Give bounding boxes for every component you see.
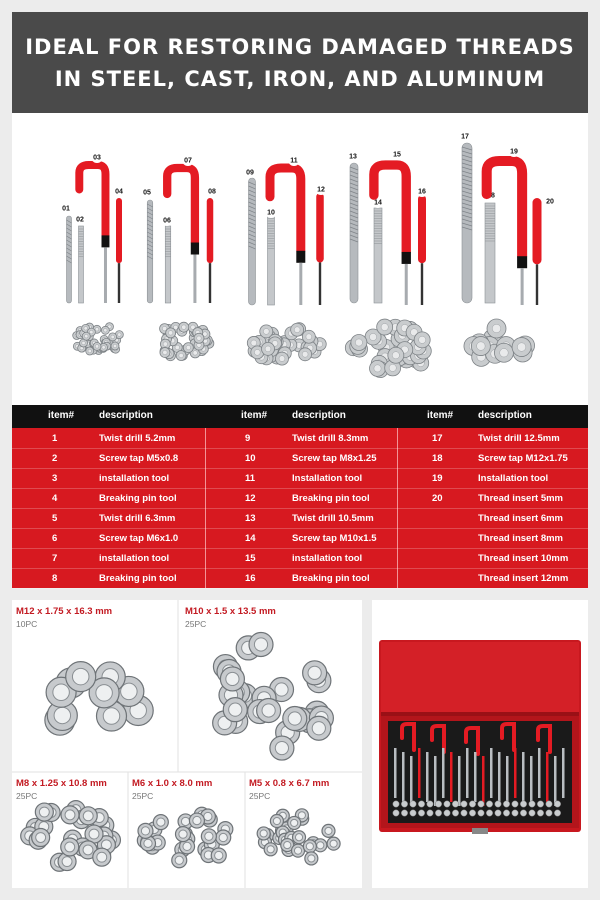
thread-insert-10mm-hole [419, 336, 426, 343]
insert-coil-m6-hole [204, 812, 212, 820]
tool-illustration [12, 113, 588, 405]
item-number: 14 [245, 533, 256, 544]
thread-insert-5mm-hole [104, 329, 108, 333]
thread-insert-12mm-hole [517, 343, 526, 352]
thread-insert-12mm-hole [492, 324, 501, 333]
tool-number: 05 [143, 189, 151, 197]
case-thread-insert [486, 801, 492, 807]
installation-tool-3-shaft [299, 263, 302, 305]
case-thread-insert [452, 801, 458, 807]
case-thread-insert [444, 810, 450, 816]
twist-drill-5-2 [67, 216, 72, 303]
thread-insert-5mm-hole [82, 341, 86, 345]
breaking-pin-1-grip [116, 198, 122, 263]
case-tool-rod [498, 752, 501, 802]
case-tool-rod [426, 752, 429, 802]
breaking-pin-2-pin [209, 263, 211, 303]
thread-insert-8mm-hole [302, 351, 308, 357]
insert-qty-m12: 10PC [16, 619, 38, 629]
tool-number: 03 [93, 154, 101, 162]
item-description: Installation tool [292, 473, 363, 484]
case-tool-rod [546, 752, 549, 802]
item-number: 13 [245, 513, 256, 524]
tool-number: 06 [163, 217, 171, 225]
item-description: Thread insert 10mm [478, 553, 569, 564]
item-description: Thread insert 8mm [478, 533, 563, 544]
twist-drill-12-5 [462, 143, 472, 303]
table-row [12, 568, 588, 589]
screw-tap-m10 [374, 208, 382, 303]
insert-qty-m5: 25PC [249, 791, 271, 801]
insert-coil-m6-hole [157, 818, 165, 826]
case-thread-insert [444, 801, 450, 807]
item-description: installation tool [99, 473, 170, 484]
insert-piles [12, 600, 362, 888]
item-number: 4 [52, 493, 58, 504]
item-description: Twist drill 12.5mm [478, 433, 560, 444]
thread-insert-6mm-hole [193, 351, 198, 356]
insert-coil-m6-hole [175, 856, 183, 864]
tool-number: 15 [393, 151, 401, 159]
installation-tool-1-collar [102, 235, 110, 247]
case-thread-insert [435, 801, 441, 807]
insert-coil-m6-hole [144, 839, 152, 847]
case-thread-insert [461, 801, 467, 807]
breaking-pin-5-pin [536, 264, 538, 305]
thread-insert-12mm-hole [477, 342, 486, 351]
insert-coil-m8-hole [83, 811, 93, 821]
case-thread-insert [546, 810, 552, 816]
tool-number: 20 [546, 198, 554, 206]
case-tool-rod [530, 756, 533, 806]
thread-insert-10mm-hole [369, 333, 376, 340]
item-description: Twist drill 8.3mm [292, 433, 369, 444]
case-thread-insert [418, 810, 424, 816]
thread-insert-panel [12, 600, 362, 888]
item-description: Twist drill 10.5mm [292, 513, 374, 524]
insert-coil-m5-hole [284, 841, 291, 848]
item-description: Twist drill 6.3mm [99, 513, 176, 524]
case-tool-rod [410, 756, 413, 806]
headline-banner [12, 12, 588, 113]
insert-coil-m5-hole [273, 817, 280, 824]
insert-coil-m5-hole [291, 819, 298, 826]
installation-tool-5-shaft [521, 268, 524, 305]
insert-coil-m8-hole [89, 829, 99, 839]
case-thread-insert [469, 810, 475, 816]
case-thread-insert [393, 810, 399, 816]
case-thread-insert [512, 801, 518, 807]
item-description: Breaking pin tool [99, 573, 177, 584]
insert-coil-m12-hole [53, 684, 70, 701]
insert-coil-m10-hole [308, 666, 321, 679]
item-number: 12 [245, 493, 256, 504]
screw-tap-m6 [165, 226, 171, 303]
thread-insert-8mm-hole [294, 327, 300, 333]
thread-insert-6mm-hole [197, 336, 202, 341]
item-number: 1 [52, 433, 58, 444]
breaking-pin-5-grip [533, 198, 542, 264]
insert-coil-m6-hole [179, 830, 187, 838]
case-thread-insert [461, 810, 467, 816]
tool-number: 04 [115, 188, 123, 196]
case-thread-insert [393, 801, 399, 807]
tool-number: 17 [461, 133, 469, 141]
screw-tap-m12 [485, 203, 495, 303]
item-number: 6 [52, 533, 58, 544]
installation-tool-3-collar [296, 251, 305, 263]
insert-coil-m12-hole [54, 707, 71, 724]
item-description: Installation tool [478, 473, 549, 484]
case-tool-rod [506, 756, 509, 806]
insert-coil-m5-hole [294, 847, 301, 854]
case-tool-rod [482, 756, 485, 806]
installation-tool-5-collar [517, 256, 527, 268]
header-item: item# [427, 410, 454, 421]
thread-insert-5mm-hole [90, 330, 94, 334]
item-number: 5 [52, 513, 58, 524]
item-description: Screw tap M5x0.8 [99, 453, 179, 464]
item-number: 10 [245, 453, 256, 464]
case-thread-insert [435, 810, 441, 816]
tool-number: 14 [374, 199, 382, 207]
installation-tool-2-shaft [193, 255, 196, 303]
breaking-pin-1-pin [118, 263, 120, 303]
case-thread-insert [478, 810, 484, 816]
tool-number: 10 [267, 209, 275, 217]
case-tool-rod [402, 752, 405, 802]
case-thread-insert [503, 810, 509, 816]
case-tool-rod [554, 756, 557, 806]
tool-number: 07 [184, 157, 192, 165]
tool-number: 13 [349, 153, 357, 161]
twist-drill-8-3 [249, 178, 256, 305]
installation-tool-2-collar [191, 243, 199, 255]
table-row [12, 488, 588, 509]
table-row [12, 448, 588, 469]
insert-coil-m5-hole [325, 827, 332, 834]
insert-coil-m12-hole [72, 668, 89, 685]
insert-coil-m5-hole [306, 843, 313, 850]
thread-insert-10mm-hole [389, 364, 396, 371]
insert-coil-m6-hole [181, 817, 189, 825]
thread-insert-10mm-hole [374, 365, 381, 372]
item-number: 18 [432, 453, 443, 464]
case-tool-rod [442, 748, 445, 798]
case-thread-insert [418, 801, 424, 807]
case-thread-insert [520, 810, 526, 816]
breaking-pin-4-grip [418, 195, 426, 263]
insert-coil-m12-hole [103, 708, 120, 725]
tool-number: 18 [487, 192, 495, 200]
item-number: 3 [52, 473, 58, 484]
breaking-pin-3-grip [316, 193, 324, 262]
tool-number: 16 [418, 188, 426, 196]
insert-coil-m10-hole [275, 683, 288, 696]
insert-size-m6: M6 x 1.0 x 8.0 mm [132, 778, 213, 789]
case-tool-rod [418, 748, 421, 798]
case-thread-insert [495, 801, 501, 807]
header-description: description [478, 410, 532, 421]
header-description: description [292, 410, 346, 421]
thread-insert-6mm-hole [186, 345, 191, 350]
thread-insert-6mm-hole [163, 350, 168, 355]
item-description: installation tool [99, 553, 170, 564]
tool-number: 11 [290, 157, 298, 165]
item-description: Thread insert 6mm [478, 513, 563, 524]
item-description: Screw tap M6x1.0 [99, 533, 179, 544]
thread-insert-5mm-hole [111, 335, 115, 339]
tool-number: 12 [317, 186, 325, 194]
insert-coil-m10-hole [275, 741, 288, 754]
header-description: description [99, 410, 153, 421]
item-number: 9 [245, 433, 251, 444]
insert-coil-m10-hole [312, 722, 325, 735]
case-thread-insert [427, 801, 433, 807]
installation-tool-4-collar [402, 252, 411, 264]
header-item: item# [241, 410, 268, 421]
table-row [12, 548, 588, 569]
case-thread-insert [529, 810, 535, 816]
table-row [12, 508, 588, 529]
case-tool-rod [538, 748, 541, 798]
tool-number: 01 [62, 205, 70, 213]
insert-coil-m8-hole [39, 807, 49, 817]
insert-size-m8: M8 x 1.25 x 10.8 mm [16, 778, 107, 789]
screw-tap-m8 [268, 213, 275, 305]
thread-insert-8mm-hole [254, 349, 260, 355]
item-number: 7 [52, 553, 58, 564]
insert-coil-m10-hole [288, 712, 301, 725]
headline-line-2: IN STEEL, CAST, IRON, AND ALUMINUM [54, 66, 546, 91]
thread-insert-5mm-hole [118, 333, 122, 337]
thread-insert-6mm-hole [179, 353, 184, 358]
case-tool-rod [466, 748, 469, 798]
twist-drill-10-5 [350, 163, 358, 303]
case-thread-insert [554, 801, 560, 807]
insert-coil-m10-hole [254, 638, 267, 651]
case-tool-rod [522, 752, 525, 802]
case-thread-insert [554, 810, 560, 816]
item-description: Thread insert 12mm [478, 573, 569, 584]
insert-coil-m12-hole [96, 685, 113, 702]
case-thread-insert [486, 810, 492, 816]
table-row [12, 428, 588, 449]
case-photo [372, 600, 588, 888]
item-number: 8 [52, 573, 58, 584]
header-item: item# [48, 410, 75, 421]
insert-coil-m5-hole [330, 840, 337, 847]
insert-qty-m6: 25PC [132, 791, 154, 801]
thread-insert-8mm-hole [265, 346, 271, 352]
thread-insert-8mm-hole [251, 340, 257, 346]
thread-insert-8mm-hole [306, 334, 312, 340]
case-thread-insert [529, 801, 535, 807]
thread-insert-5mm-hole [102, 346, 106, 350]
insert-coil-m10-hole [262, 704, 275, 717]
item-number: 20 [432, 493, 443, 504]
item-description: Screw tap M8x1.25 [292, 453, 377, 464]
thread-insert-6mm-hole [182, 325, 187, 330]
thread-insert-8mm-hole [279, 356, 285, 362]
item-number: 16 [245, 573, 256, 584]
case-thread-insert [512, 810, 518, 816]
insert-size-m5: M5 x 0.8 x 6.7 mm [249, 778, 330, 789]
item-number: 15 [245, 553, 256, 564]
item-number: 19 [432, 473, 443, 484]
insert-coil-m5-hole [260, 830, 267, 837]
case-thread-insert [410, 801, 416, 807]
thread-insert-5mm-hole [95, 327, 99, 331]
item-description: Breaking pin tool [292, 573, 370, 584]
case-tool-rod [514, 748, 517, 798]
thread-insert-6mm-hole [168, 331, 173, 336]
thread-insert-10mm-hole [381, 323, 388, 330]
installation-tool-1-handle [79, 165, 105, 235]
item-description: Breaking pin tool [99, 493, 177, 504]
tool-number: 19 [510, 148, 518, 156]
insert-size-m12: M12 x 1.75 x 16.3 mm [16, 606, 113, 617]
insert-coil-m6-hole [193, 816, 201, 824]
case-tool-rod [562, 748, 565, 798]
thread-insert-10mm-hole [392, 352, 399, 359]
insert-coil-m8-hole [97, 852, 107, 862]
thread-insert-12mm-hole [500, 348, 509, 357]
item-description: Screw tap M12x1.75 [478, 453, 568, 464]
thread-insert-5mm-hole [113, 344, 117, 348]
case-thread-insert [537, 810, 543, 816]
breaking-pin-2-grip [207, 198, 214, 263]
thread-insert-5mm-hole [88, 349, 92, 353]
case-thread-insert [469, 801, 475, 807]
breaking-pin-3-pin [319, 262, 321, 305]
item-description: Screw tap M10x1.5 [292, 533, 377, 544]
insert-coil-m8-hole [65, 810, 75, 820]
installation-tool-1-shaft [104, 247, 107, 303]
case-thread-insert [520, 801, 526, 807]
case-thread-insert [478, 801, 484, 807]
breaking-pin-4-pin [421, 263, 423, 305]
tool-number: 08 [208, 188, 216, 196]
thread-insert-6mm-hole [163, 342, 168, 347]
installation-tool-4-shaft [405, 264, 408, 305]
insert-coil-m8-hole [65, 842, 75, 852]
thread-insert-5mm-hole [84, 334, 88, 338]
insert-coil-m6-hole [205, 832, 213, 840]
parts-table [12, 405, 588, 588]
table-row [12, 528, 588, 549]
case-tool-rod [450, 752, 453, 802]
case-thread-insert [503, 801, 509, 807]
thread-insert-10mm-hole [355, 339, 362, 346]
case-tool-rod [458, 756, 461, 806]
item-number: 2 [52, 453, 58, 464]
case-thread-insert [401, 810, 407, 816]
case-tool-rod [434, 756, 437, 806]
insert-coil-m6-hole [141, 827, 149, 835]
tool-number: 09 [246, 169, 254, 177]
thread-insert-8mm-hole [263, 328, 269, 334]
insert-coil-m10-hole [229, 703, 242, 716]
insert-coil-m5-hole [267, 846, 274, 853]
storage-case-illustration [372, 600, 588, 888]
case-thread-insert [410, 810, 416, 816]
item-number: 17 [432, 433, 443, 444]
insert-coil-m10-hole [226, 672, 239, 685]
tool-number: 02 [76, 216, 84, 224]
insert-coil-m5-hole [295, 834, 302, 841]
headline-line-1: IDEAL FOR RESTORING DAMAGED THREADS [25, 34, 575, 59]
insert-coil-m6-hole [215, 851, 223, 859]
thread-insert-5mm-hole [84, 327, 88, 331]
case-thread-insert [537, 801, 543, 807]
case-thread-insert [452, 810, 458, 816]
item-description: installation tool [292, 553, 363, 564]
tool-layout-image [12, 113, 588, 405]
insert-size-m10: M10 x 1.5 x 13.5 mm [185, 606, 276, 617]
insert-coil-m8-hole [83, 845, 93, 855]
table-header [12, 405, 588, 428]
table-row [12, 468, 588, 489]
case-thread-insert [495, 810, 501, 816]
screw-tap-m5 [79, 226, 84, 303]
item-description: Thread insert 5mm [478, 493, 563, 504]
twist-drill-6-3 [147, 200, 153, 303]
thread-insert-5mm-hole [95, 345, 99, 349]
item-description: Breaking pin tool [292, 493, 370, 504]
item-description: Twist drill 5.2mm [99, 433, 176, 444]
installation-tool-2-handle [167, 168, 195, 243]
insert-coil-m5-hole [298, 812, 305, 819]
insert-coil-m8-hole [62, 857, 72, 867]
item-number: 11 [245, 473, 256, 484]
case-thread-insert [427, 810, 433, 816]
case-tool-rod [490, 748, 493, 798]
product-info-panel [12, 12, 588, 588]
insert-coil-m5-hole [308, 855, 315, 862]
insert-coil-m6-hole [183, 842, 191, 850]
case-thread-insert [546, 801, 552, 807]
case-tool-rod [394, 748, 397, 798]
insert-qty-m8: 25PC [16, 791, 38, 801]
insert-qty-m10: 25PC [185, 619, 207, 629]
case-thread-insert [401, 801, 407, 807]
thread-insert-6mm-hole [175, 345, 180, 350]
case-tool-rod [474, 752, 477, 802]
insert-coil-m8-hole [36, 833, 46, 843]
insert-coil-m5-hole [317, 842, 324, 849]
insert-coil-m6-hole [219, 833, 227, 841]
